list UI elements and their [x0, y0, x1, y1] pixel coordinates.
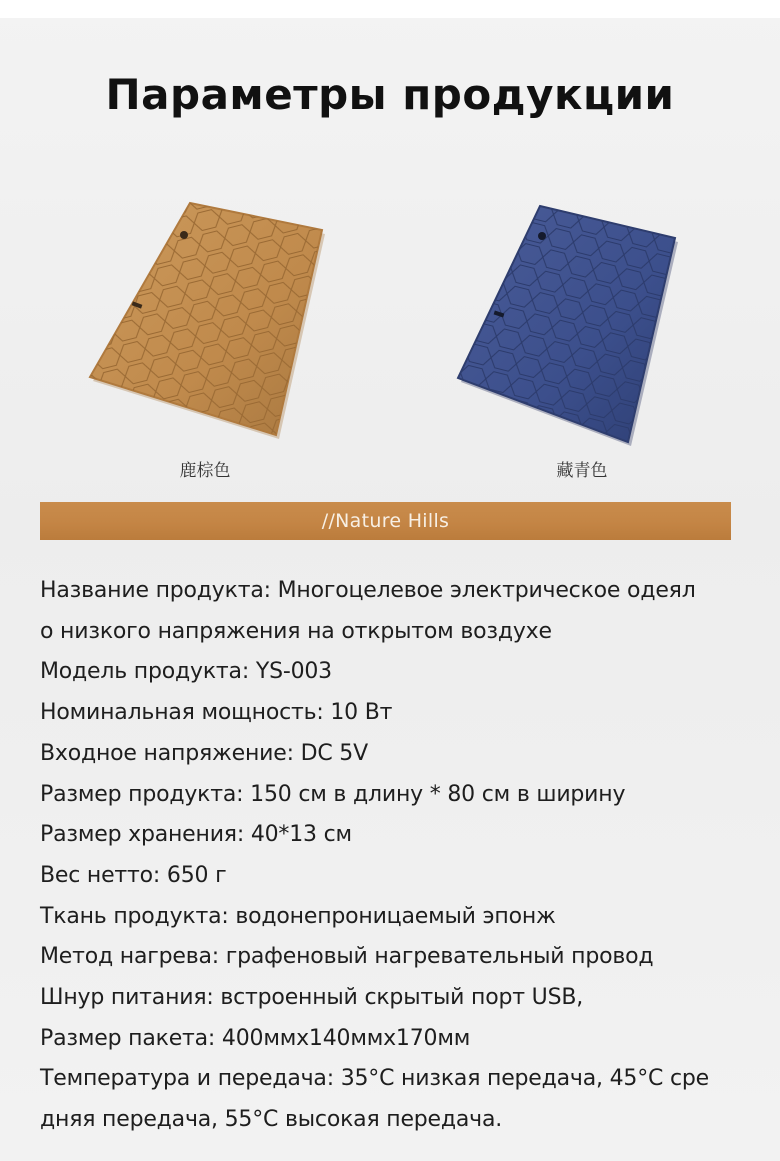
spec-line: Температура и передача: 35°C низкая передача, 45°C сре — [40, 1066, 709, 1092]
tan-blanket-image — [80, 195, 335, 445]
brand-banner — [40, 502, 731, 540]
navy-blanket-image — [450, 200, 685, 450]
spec-line: Входное напряжение: DC 5V — [40, 740, 368, 766]
spec-line: Модель продукта: YS-003 — [40, 659, 332, 685]
spec-line: Номинальная мощность: 10 Вт — [40, 700, 393, 726]
spec-line: Размер пакета: 400ммx140ммx170мм — [40, 1025, 471, 1051]
navy-color-label: 藏青色 — [556, 461, 608, 481]
spec-line: дняя передача, 55°C высокая передача. — [40, 1107, 503, 1133]
spec-line: Шнур питания: встроенный скрытый порт USB, — [40, 985, 584, 1011]
spec-line: Размер продукта: 150 см в длину * 80 см в ширину — [40, 781, 626, 807]
tan-color-label: 鹿棕色 — [179, 461, 231, 481]
spec-line: Название продукта: Многоцелевое электрическое одеял — [40, 578, 696, 603]
spec-line: Ткань продукта: водонепроницаемый эпонж — [40, 903, 556, 929]
spec-line: о низкого напряжения на открытом воздухе — [40, 618, 552, 644]
top-strip — [0, 0, 780, 18]
spec-line: Вес нетто: 650 г — [40, 862, 227, 888]
spec-line: Метод нагрева: графеновый нагревательный провод — [40, 944, 654, 970]
spec-list — [40, 571, 760, 1141]
spec-line: Размер хранения: 40*13 см — [40, 822, 352, 848]
brand-name: //Nature Hills — [321, 510, 450, 532]
page-title: Параметры продукции — [105, 70, 675, 119]
